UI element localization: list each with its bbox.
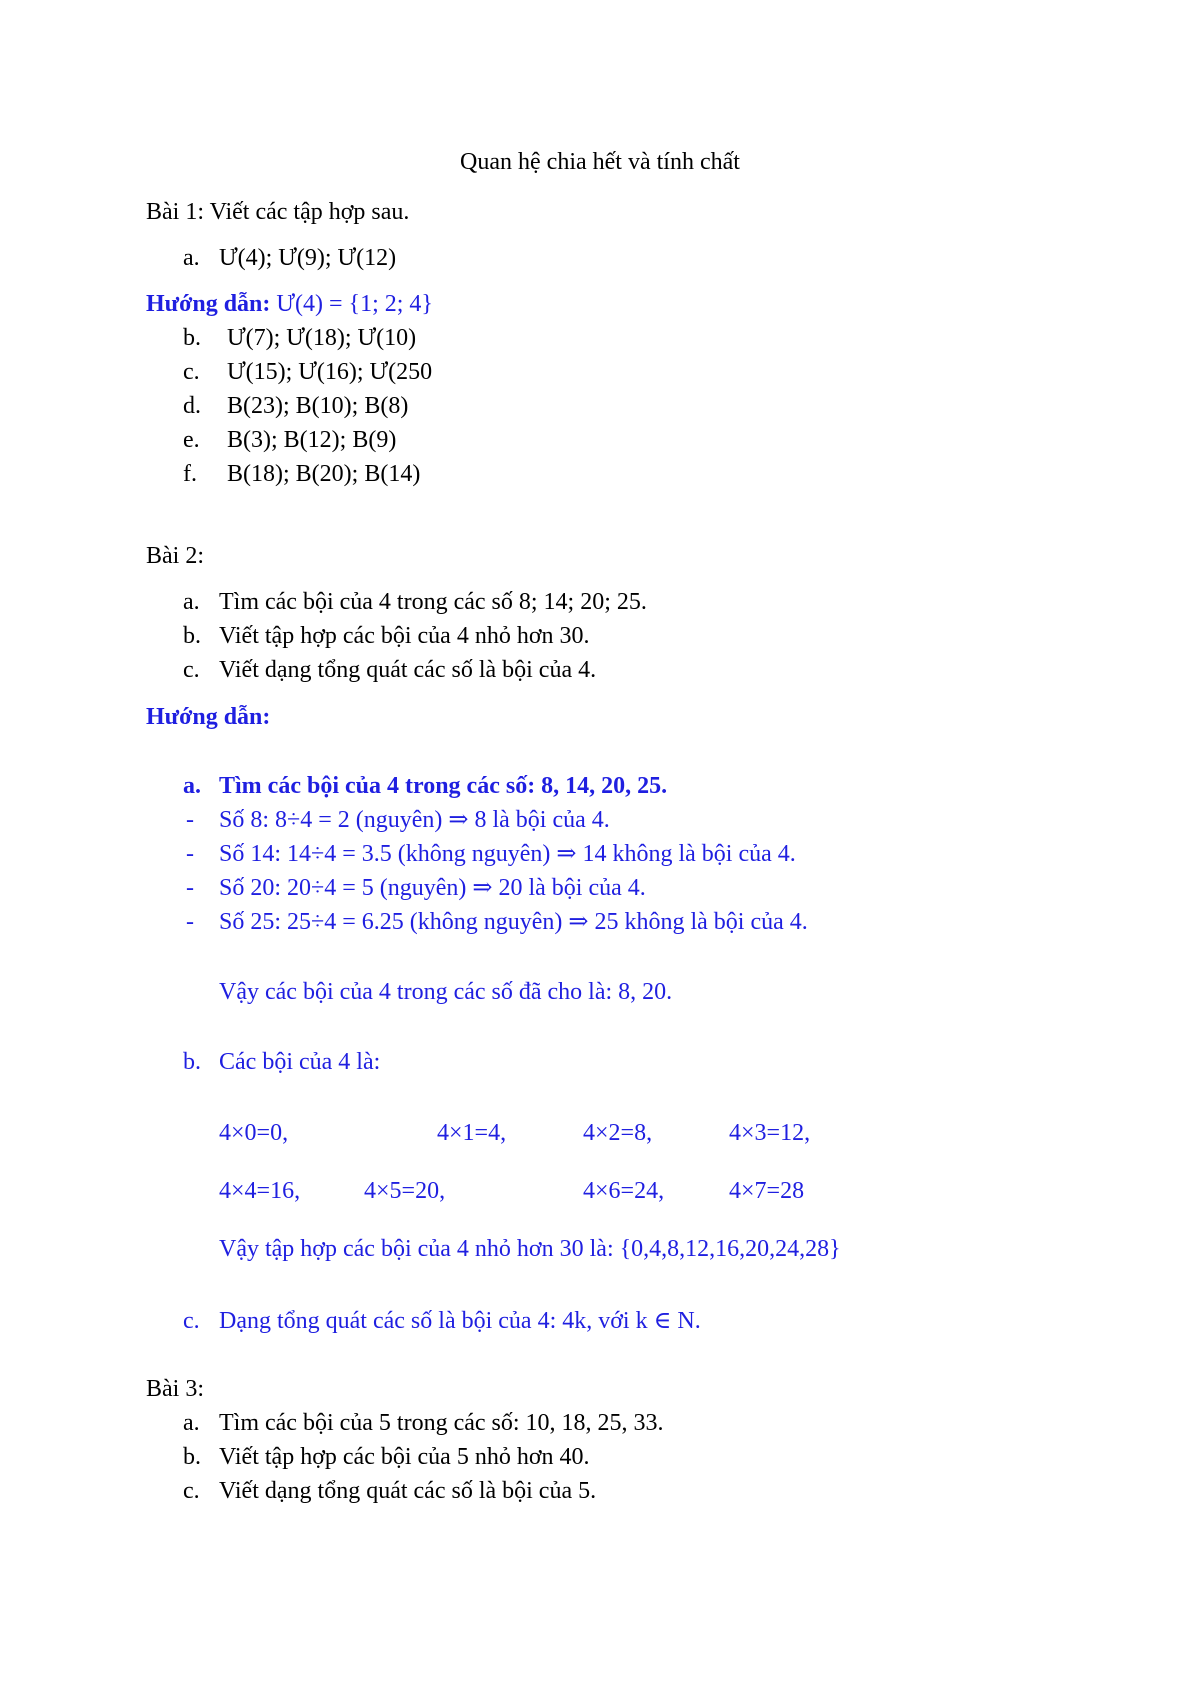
list-item-label: b. xyxy=(183,1444,201,1470)
product-item: 4×0=0, xyxy=(219,1120,289,1146)
page-title: Quan hệ chia hết và tính chất xyxy=(460,149,740,175)
list-item: Ư(15); Ư(16); Ư(250 xyxy=(227,359,433,385)
bullet-item: Số 20: 20÷4 = 5 (nguyên) ⇒ 20 là bội của 4. xyxy=(219,875,646,901)
list-item-label: b. xyxy=(183,623,201,649)
list-item: Viết dạng tổng quát các số là bội của 4. xyxy=(219,657,597,683)
list-item-label: c. xyxy=(183,359,200,385)
answer-b-conclusion: Vậy tập hợp các bội của 4 nhỏ hơn 30 là: {0,4,8,12,16,20,24,28} xyxy=(219,1236,841,1262)
answer-b-heading: Các bội của 4 là: xyxy=(219,1049,381,1075)
answer-a-label: a. xyxy=(183,773,201,799)
list-item: Tìm các bội của 5 trong các số: 10, 18, 25, 33. xyxy=(219,1410,664,1436)
bullet-item: Số 25: 25÷4 = 6.25 (không nguyên) ⇒ 25 không là bội của 4. xyxy=(219,909,808,935)
bai3-heading: Bài 3: xyxy=(146,1376,204,1402)
bai1-guide xyxy=(146,289,433,319)
list-item: B(3); B(12); B(9) xyxy=(227,427,397,453)
bullet-dash: - xyxy=(186,875,194,901)
product-item: 4×3=12, xyxy=(729,1120,811,1146)
bullet-item: Số 8: 8÷4 = 2 (nguyên) ⇒ 8 là bội của 4. xyxy=(219,807,610,833)
guide-text: Ư(4) = {1; 2; 4} xyxy=(276,291,433,317)
bullet-dash: - xyxy=(186,841,194,867)
bullet-item: Số 14: 14÷4 = 3.5 (không nguyên) ⇒ 14 không là bội của 4. xyxy=(219,841,796,867)
answer-c-text: Dạng tổng quát các số là bội của 4: 4k, với k ∈ N. xyxy=(219,1308,701,1334)
product-item: 4×6=24, xyxy=(583,1178,665,1204)
answer-a-conclusion: Vậy các bội của 4 trong các số đã cho là: 8, 20. xyxy=(219,979,673,1005)
list-item: B(23); B(10); B(8) xyxy=(227,393,409,419)
list-item-label: d. xyxy=(183,393,201,419)
list-item: Viết tập hợp các bội của 5 nhỏ hơn 40. xyxy=(219,1444,590,1470)
answer-c-label: c. xyxy=(183,1308,200,1334)
list-item: Viết tập hợp các bội của 4 nhỏ hơn 30. xyxy=(219,623,590,649)
bullet-dash: - xyxy=(186,909,194,935)
product-item: 4×4=16, xyxy=(219,1178,301,1204)
product-item: 4×2=8, xyxy=(583,1120,653,1146)
list-item-label: a. xyxy=(183,1410,200,1436)
guide-label: Hướng dẫn: xyxy=(146,291,271,317)
bullet-dash: - xyxy=(186,807,194,833)
list-item-label: a. xyxy=(183,245,200,271)
list-item-label: e. xyxy=(183,427,200,453)
list-item: B(18); B(20); B(14) xyxy=(227,461,421,487)
list-item-label: c. xyxy=(183,657,200,683)
bai1-heading: Bài 1: Viết các tập hợp sau. xyxy=(146,199,410,225)
answer-b-label: b. xyxy=(183,1049,201,1075)
list-item-label: f. xyxy=(183,461,197,487)
product-item: 4×5=20, xyxy=(364,1178,446,1204)
product-item: 4×1=4, xyxy=(437,1120,507,1146)
bai2-guide-label: Hướng dẫn: xyxy=(146,704,271,730)
list-item: Viết dạng tổng quát các số là bội của 5. xyxy=(219,1478,597,1504)
list-item-label: a. xyxy=(183,589,200,615)
list-item: Ư(4); Ư(9); Ư(12) xyxy=(219,245,397,271)
list-item: Tìm các bội của 4 trong các số 8; 14; 20; 25. xyxy=(219,589,647,615)
bai2-heading: Bài 2: xyxy=(146,543,204,569)
list-item-label: b. xyxy=(183,325,201,351)
product-item: 4×7=28 xyxy=(729,1178,805,1204)
list-item-label: c. xyxy=(183,1478,200,1504)
answer-a-heading: Tìm các bội của 4 trong các số: 8, 14, 20, 25. xyxy=(219,773,668,799)
list-item: Ư(7); Ư(18); Ư(10) xyxy=(227,325,417,351)
